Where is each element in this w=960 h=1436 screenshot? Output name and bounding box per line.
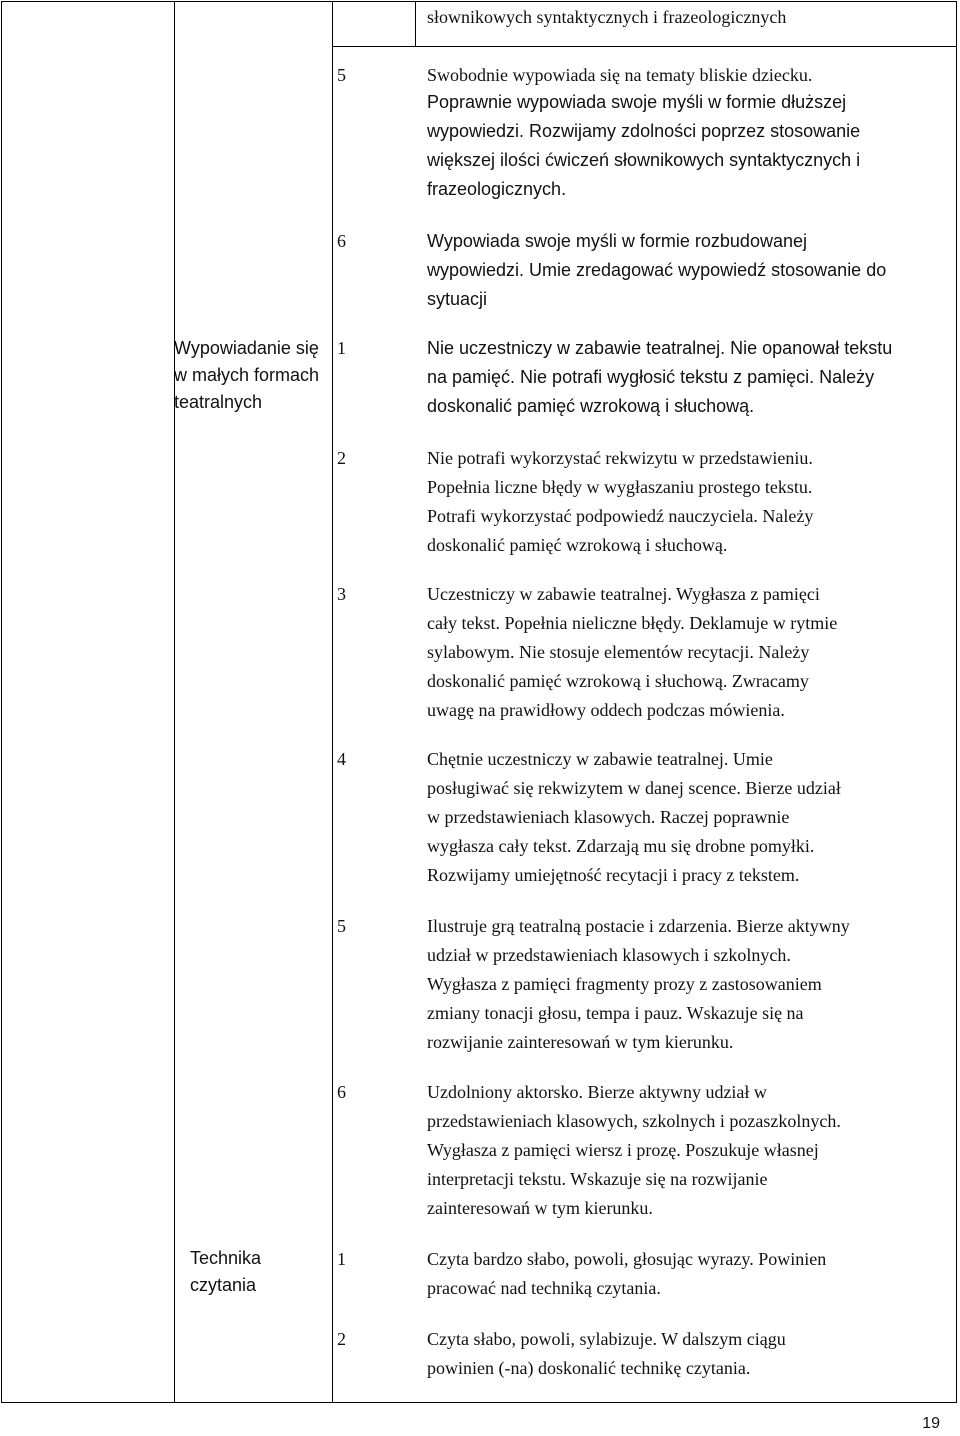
grade-number: 6 — [337, 231, 346, 251]
description-line: Rozwijamy umiejętność recytacji i pracy z tekstem. — [427, 865, 800, 885]
description-line: Nie potrafi wykorzystać rekwizytu w przedstawieniu. — [427, 448, 813, 468]
grade-number: 2 — [337, 1329, 346, 1349]
description-line: Nie uczestniczy w zabawie teatralnej. Nie opanował tekstu — [427, 338, 893, 358]
column-divider-num — [415, 1, 416, 47]
description-line: Poprawnie wypowiada swoje myśli w formie dłuższej — [427, 92, 847, 112]
section-title-line: w małych formach — [174, 365, 320, 385]
description-line: zmiany tonacji głosu, tempa i pauz. Wskazuje się na — [427, 1003, 804, 1023]
description-line: Czyta bardzo słabo, powoli, głosując wyrazy. Powinien — [427, 1249, 827, 1269]
description-line: wypowiedzi. Umie zredagować wypowiedź stosowanie do — [427, 260, 887, 280]
description-line: sytuacji — [427, 289, 488, 309]
description-line: Czyta słabo, powoli, sylabizuje. W dalszym ciągu — [427, 1329, 786, 1349]
grade-number: 5 — [337, 916, 346, 936]
description-line: Popełnia liczne błędy w wygłaszaniu prostego tekstu. — [427, 477, 813, 497]
description-line: doskonalić pamięć wzrokową i słuchową. — [427, 535, 728, 555]
description-line: pracować nad techniką czytania. — [427, 1278, 661, 1298]
section-title-line: czytania — [190, 1275, 257, 1295]
section-title-line: teatralnych — [174, 392, 263, 412]
column-divider-title — [332, 1, 333, 1403]
description-line: Wypowiada swoje myśli w formie rozbudowanej — [427, 231, 807, 251]
description-line: wypowiedzi. Rozwijamy zdolności poprzez stosowanie — [427, 121, 861, 141]
description-line: Wygłasza z pamięci fragmenty prozy z zastosowaniem — [427, 974, 822, 994]
description-line: na pamięć. Nie potrafi wygłosić tekstu z pamięci. Należy — [427, 367, 875, 387]
section-title — [174, 332, 331, 422]
description-line: Uzdolniony aktorsko. Bierze aktywny udział w — [427, 1082, 767, 1102]
grade-number: 4 — [337, 749, 346, 769]
grade-number: 6 — [337, 1082, 346, 1102]
grade-number: 5 — [337, 65, 346, 85]
continuation-text: słownikowych syntaktycznych i frazeologicznych — [427, 7, 787, 27]
description-line: rozwijanie zainteresowań w tym kierunku. — [427, 1032, 734, 1052]
page-number: 19 — [922, 1415, 940, 1432]
description-line: wygłasza cały tekst. Zdarzają mu się drobne pomyłki. — [427, 836, 815, 856]
grade-number: 3 — [337, 584, 346, 604]
description-line: Potrafi wykorzystać podpowiedź nauczyciela. Należy — [427, 506, 814, 526]
description-line: Swobodnie wypowiada się na tematy bliskie dziecku. — [427, 65, 813, 85]
section-title-line: Wypowiadanie się — [174, 338, 319, 358]
description-line: udział w przedstawieniach klasowych i szkolnych. — [427, 945, 791, 965]
grade-number: 2 — [337, 448, 346, 468]
description-line: doskonalić pamięć wzrokową i słuchową. Zwracamy — [427, 671, 809, 691]
section-title-line: Technika — [190, 1248, 262, 1268]
row-divider — [332, 46, 957, 47]
description-line: posługiwać się rekwizytem w danej scence. Bierze udział — [427, 778, 841, 798]
description-line: zainteresowań w tym kierunku. — [427, 1198, 653, 1218]
description-line: cały tekst. Popełnia nieliczne błędy. Deklamuje w rytmie — [427, 613, 838, 633]
description-line: Wygłasza z pamięci wiersz i prozę. Poszukuje własnej — [427, 1140, 819, 1160]
description-line: w przedstawieniach klasowych. Raczej poprawnie — [427, 807, 790, 827]
column-divider-left — [174, 1, 175, 1403]
description-line: przedstawieniach klasowych, szkolnych i pozaszkolnych. — [427, 1111, 841, 1131]
description-line: frazeologicznych. — [427, 179, 567, 199]
description-line: większej ilości ćwiczeń słownikowych syntaktycznych i — [427, 150, 861, 170]
grade-number: 1 — [337, 338, 346, 358]
description-line: Chętnie uczestniczy w zabawie teatralnej. Umie — [427, 749, 773, 769]
description-line: powinien (-na) doskonalić technikę czytania. — [427, 1358, 751, 1378]
description-line: doskonalić pamięć wzrokową i słuchową. — [427, 396, 755, 416]
description-line: Ilustruje grą teatralną postacie i zdarzenia. Bierze aktywny — [427, 916, 850, 936]
description-line: Uczestniczy w zabawie teatralnej. Wygłasza z pamięci — [427, 584, 820, 604]
description-line: uwagę na prawidłowy oddech podczas mówienia. — [427, 700, 785, 720]
grade-number: 1 — [337, 1249, 346, 1269]
description-line: interpretacji tekstu. Wskazuje się na rozwijanie — [427, 1169, 768, 1189]
description-line: sylabowym. Nie stosuje elementów recytacji. Należy — [427, 642, 810, 662]
